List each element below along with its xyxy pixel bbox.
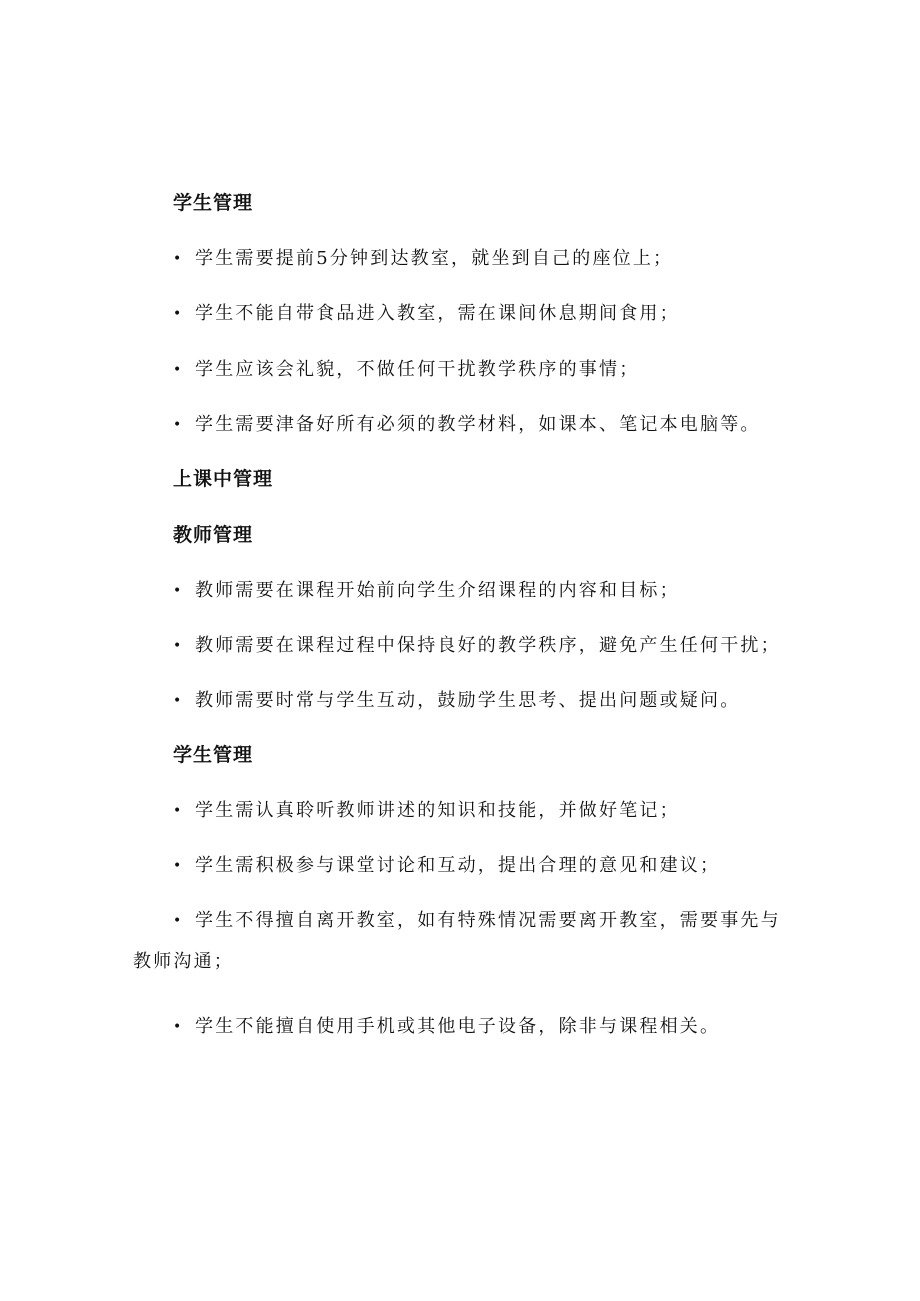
section-heading-student-management-before-class: 学生管理 xyxy=(173,192,254,214)
list-item-text: 学生需要津备好所有必须的教学材料，如课本、笔记本电脑等。 xyxy=(195,414,761,435)
bullet-icon: • xyxy=(173,362,184,378)
list-item xyxy=(173,1015,720,1039)
list-item-text: 学生应该会礼貌，不做任何干扰教学秩序的事情； xyxy=(195,359,640,380)
list-item xyxy=(173,634,781,658)
bullet-icon: • xyxy=(173,803,184,819)
list-item xyxy=(173,579,680,603)
bullet-icon: • xyxy=(173,583,184,599)
bullet-icon: • xyxy=(173,858,184,874)
bullet-icon: • xyxy=(173,251,184,267)
bullet-icon: • xyxy=(173,638,184,654)
list-item xyxy=(173,689,740,713)
list-item xyxy=(173,854,720,878)
bullet-icon: • xyxy=(173,417,184,433)
list-item-line-2: 教师沟通； xyxy=(133,951,234,972)
list-item-text: 学生需认真聆听教师讲述的知识和技能，并做好笔记； xyxy=(195,800,680,821)
list-item-text: 教师需要在课程过程中保持良好的教学秩序，避免产生任何干扰； xyxy=(195,635,781,656)
bullet-icon: • xyxy=(173,306,184,322)
list-item-text: 教师需要在课程开始前向学生介绍课程的内容和目标； xyxy=(195,580,680,601)
list-item xyxy=(173,358,639,382)
list-item xyxy=(173,799,680,823)
list-item-text: 学生不得擅自离开教室，如有特殊情况需要离开教室，需要事先与 xyxy=(195,910,781,931)
bullet-icon: • xyxy=(173,1019,184,1035)
list-item xyxy=(173,302,680,326)
list-item-text: 学生不能自带食品进入教室，需在课间休息期间食用； xyxy=(195,303,680,324)
list-item-text: 学生需积极参与课堂讨论和互动，提出合理的意见和建议； xyxy=(195,855,721,876)
list-item xyxy=(173,413,761,437)
bullet-icon: • xyxy=(173,693,184,709)
list-item-line-1 xyxy=(133,909,793,933)
section-heading-teacher-management: 教师管理 xyxy=(173,524,254,546)
list-item-text: 学生不能擅自使用手机或其他电子设备，除非与课程相关。 xyxy=(195,1016,721,1037)
list-item-text: 学生需要提前5分钟到达教室，就坐到自己的座位上； xyxy=(195,248,674,269)
bullet-icon: • xyxy=(173,913,184,929)
section-heading-during-class-management: 上课中管理 xyxy=(173,468,274,490)
list-item-text: 教师需要时常与学生互动，鼓励学生思考、提出问题或疑问。 xyxy=(195,690,741,711)
section-heading-student-management-during-class: 学生管理 xyxy=(173,744,254,766)
list-item-wrapped xyxy=(133,909,793,974)
list-item xyxy=(173,247,673,271)
